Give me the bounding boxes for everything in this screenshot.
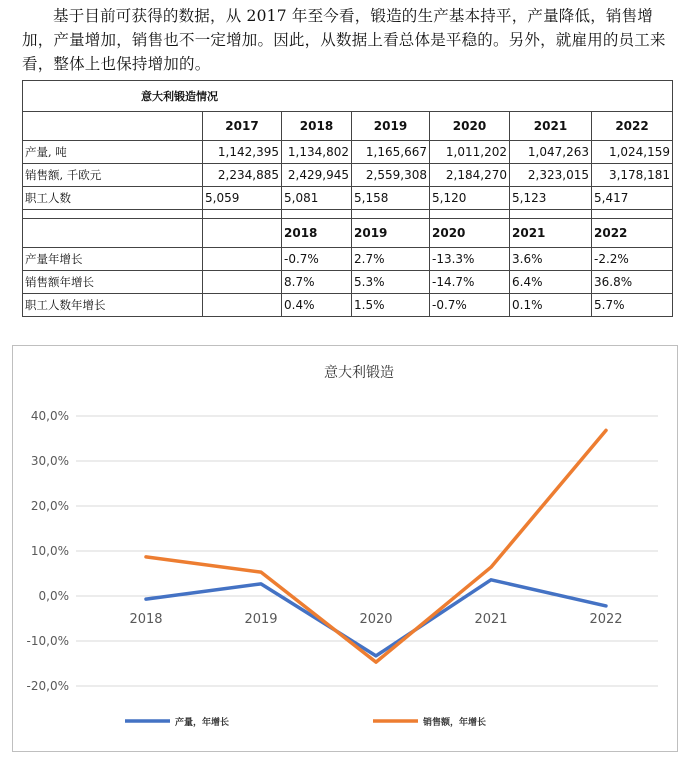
table-cell: 1,047,263: [510, 141, 592, 164]
table-cell: 2,559,308: [352, 164, 430, 187]
spacer-cell: [352, 210, 430, 219]
table-cell: 2.7%: [352, 248, 430, 271]
year-header: 2021: [510, 219, 592, 248]
table-cell: 2,323,015: [510, 164, 592, 187]
legend: [125, 716, 486, 728]
y-tick-label: 10,0%: [30, 544, 69, 558]
header-empty-cell: [23, 112, 203, 141]
table-cell: -2.2%: [592, 248, 673, 271]
spacer-cell: [430, 210, 510, 219]
table-cell: 0.4%: [282, 294, 352, 317]
y-tick-label: -10,0%: [26, 634, 69, 648]
table-cell: -13.3%: [430, 248, 510, 271]
intro-text: 基于目前可获得的数据，从 2017 年至今看，锻造的生产基本持平，产量降低，销售增加，产量增加，销售也不一定增加。因此，从数据上看总体是平稳的。另外，就雇用的员工来看，整体上也保持增加的。: [22, 7, 666, 73]
growth-chart: [12, 345, 678, 752]
table-cell: 2,184,270: [430, 164, 510, 187]
table-cell: -14.7%: [430, 271, 510, 294]
spacer-row: [23, 210, 673, 219]
table-row: [23, 294, 673, 317]
table-cell: 5.3%: [352, 271, 430, 294]
growth-header-row: [23, 219, 673, 248]
year-header: 2018: [282, 112, 352, 141]
y-axis-ticks: [27, 409, 69, 693]
spacer-cell: [592, 210, 673, 219]
table-cell: 2,429,945: [282, 164, 352, 187]
table-row: [23, 141, 673, 164]
table-cell: [203, 271, 282, 294]
year-header: 2020: [430, 219, 510, 248]
table-cell: 5,081: [282, 187, 352, 210]
table-cell: 6.4%: [510, 271, 592, 294]
table-row: [23, 164, 673, 187]
forging-stats-table: [22, 80, 673, 317]
year-header-row: [23, 112, 673, 141]
y-tick-label: 40,0%: [30, 409, 69, 423]
row-label: 产量年增长: [23, 248, 203, 271]
x-tick-label: 2022: [589, 612, 623, 627]
table-cell: 5.7%: [592, 294, 673, 317]
table-cell: 1,011,202: [430, 141, 510, 164]
table-cell: 1,024,159: [592, 141, 673, 164]
y-tick-label: 30,0%: [30, 454, 69, 468]
header-empty-cell: [203, 219, 282, 248]
year-header: 2021: [510, 112, 592, 141]
year-header: 2019: [352, 112, 430, 141]
year-header: 2018: [282, 219, 352, 248]
row-label: 产量, 吨: [23, 141, 203, 164]
table-cell: 1,142,395: [203, 141, 282, 164]
spacer-cell: [510, 210, 592, 219]
year-header: 2022: [592, 112, 673, 141]
row-label: 销售额, 千欧元: [23, 164, 203, 187]
row-label: 销售额年增长: [23, 271, 203, 294]
table-cell: 2,234,885: [203, 164, 282, 187]
table-title: 意大利锻造情况: [23, 81, 673, 112]
row-label: 职工人数年增长: [23, 294, 203, 317]
table-cell: 5,120: [430, 187, 510, 210]
series-line: [146, 430, 606, 662]
x-tick-label: 2018: [129, 612, 163, 627]
legend-label: 产量，年增长: [175, 718, 230, 728]
table-row: [23, 248, 673, 271]
series-lines: [146, 430, 606, 662]
chart-title: 意大利锻造: [324, 365, 394, 381]
table-cell: [203, 294, 282, 317]
y-tick-label: 0,0%: [38, 589, 69, 603]
table-cell: 36.8%: [592, 271, 673, 294]
table-row: [23, 187, 673, 210]
x-tick-label: 2021: [474, 612, 508, 627]
table-title-row: [23, 81, 673, 112]
table-cell: 5,417: [592, 187, 673, 210]
table-cell: 1,134,802: [282, 141, 352, 164]
table-cell: 1,165,667: [352, 141, 430, 164]
legend-label: 销售额，年增长: [423, 718, 487, 728]
table-cell: -0.7%: [282, 248, 352, 271]
intro-paragraph: [22, 4, 682, 76]
gridlines: [76, 416, 658, 686]
table-cell: 8.7%: [282, 271, 352, 294]
y-tick-label: -20,0%: [26, 679, 69, 693]
table-row: [23, 271, 673, 294]
year-header: 2020: [430, 112, 510, 141]
table-cell: 5,158: [352, 187, 430, 210]
table-cell: [203, 248, 282, 271]
x-axis-ticks: [129, 612, 622, 627]
spacer-cell: [203, 210, 282, 219]
table-cell: 5,059: [203, 187, 282, 210]
year-header: 2019: [352, 219, 430, 248]
table-cell: 3.6%: [510, 248, 592, 271]
spacer-cell: [23, 210, 203, 219]
x-tick-label: 2019: [244, 612, 278, 627]
x-tick-label: 2020: [359, 612, 393, 627]
y-tick-label: 20,0%: [30, 499, 69, 513]
row-label: 职工人数: [23, 187, 203, 210]
spacer-cell: [282, 210, 352, 219]
header-empty-cell: [23, 219, 203, 248]
table-cell: 0.1%: [510, 294, 592, 317]
growth-line-chart: [13, 346, 677, 751]
table-cell: -0.7%: [430, 294, 510, 317]
table-cell: 3,178,181: [592, 164, 673, 187]
year-header: 2017: [203, 112, 282, 141]
year-header: 2022: [592, 219, 673, 248]
table-cell: 5,123: [510, 187, 592, 210]
table-cell: 1.5%: [352, 294, 430, 317]
